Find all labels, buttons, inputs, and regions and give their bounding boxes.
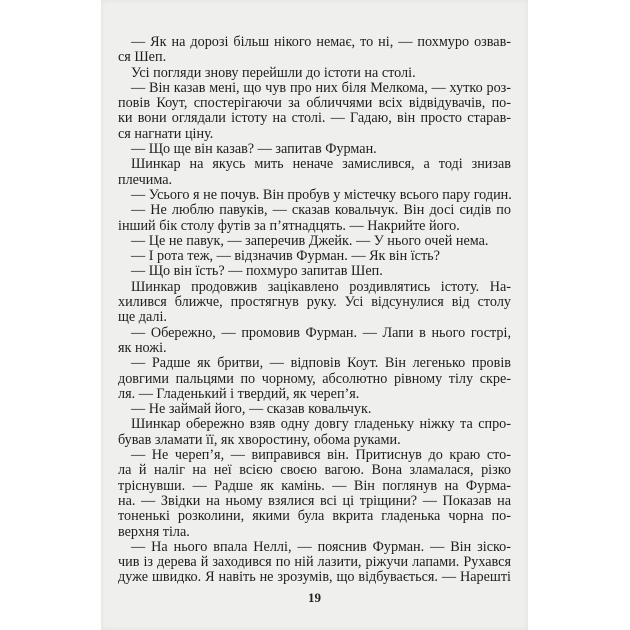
text-line: бував зламати її, як хворостину, обома руками. bbox=[118, 431, 401, 448]
text-line: — Радше як бритви, — відповів Коут. Він легенько провів bbox=[131, 355, 511, 372]
book-page bbox=[101, 0, 528, 630]
text-line: ся Шеп. bbox=[118, 49, 167, 66]
text-line: ки вони оглядали істоту на столі. — Гадаю, він просто старав- bbox=[118, 110, 511, 127]
text-line: Шинкар на якусь мить неначе замислився, а тоді знизав bbox=[131, 156, 511, 173]
text-line: — На нього впала Неллі, — пояснив Фурман. — Він зіско- bbox=[131, 538, 511, 555]
text-line: ся нагнати ціну. bbox=[118, 125, 214, 142]
text-line: хилився ближче, простягнув руку. Усі відсунулися від столу bbox=[118, 294, 511, 311]
text-line: Усі погляди знову перейшли до істоти на столі. bbox=[131, 64, 416, 81]
text-line: — Не займай його, — сказав ковальчук. bbox=[131, 401, 372, 418]
text-line: плечима. bbox=[118, 171, 173, 188]
text-line: — Що він їсть? — похмуро запитав Шеп. bbox=[131, 263, 383, 280]
text-line: — Це не павук, — заперечив Джейк. — У нього очей нема. bbox=[131, 232, 489, 249]
text-line: — Не люблю павуків, — сказав ковальчук. Він досі сидів по bbox=[131, 202, 511, 219]
text-line: верхня тіла. bbox=[118, 523, 190, 540]
text-line: інший бік столу футів за п’ятнадцять. — Накрийте його. bbox=[118, 217, 460, 234]
text-line: — Усього я не почув. Він пробув у містечку всього пару годин. bbox=[131, 186, 512, 203]
text-line: ля. — Гладенький і твердий, як череп’я. bbox=[118, 385, 360, 402]
text-line: — І рота теж, — відзначив Фурман. — Як він їсть? bbox=[131, 248, 440, 265]
text-line: тоненькі розколини, якими була вкрита гладенька чорна по- bbox=[118, 508, 511, 525]
text-line: — Обережно, — промовив Фурман. — Лапи в нього гострі, bbox=[131, 324, 511, 341]
text-line: ла й наліг на неї всією своєю вагою. Вона зламалася, різко bbox=[118, 462, 511, 479]
text-line: — Що ще він казав? — запитав Фурман. bbox=[131, 141, 377, 158]
text-line: — Він казав мені, що чув про них біля Мелкома, — хутко роз- bbox=[131, 79, 511, 96]
text-line: тріснувши. — Радше як камінь. — Він поглянув на Фурма- bbox=[118, 477, 511, 494]
page-body-text bbox=[118, 35, 511, 586]
text-line: чив із дерева й заходився по ній лазити, ріжучи лапами. Рухався bbox=[118, 554, 511, 571]
text-line: повів Коут, спостерігаючи за обличчями всіх відвідувачів, по- bbox=[118, 95, 511, 112]
text-line: Шинкар обережно взяв одну довгу гладеньку ніжку та спро- bbox=[131, 416, 511, 433]
text-line: на. — Звідки на ньому взялися всі ці тріщини? — Показав на bbox=[118, 492, 511, 509]
text-line: довгими пальцями по чорному, абсолютно рівному тілу скре- bbox=[118, 370, 511, 387]
text-line: ще далі. bbox=[118, 309, 167, 326]
text-line: — Не череп’я, — виправився він. Притиснув до краю сто- bbox=[131, 447, 511, 464]
text-line: Шинкар продовжив зацікавлено роздивлятись істоту. На- bbox=[131, 278, 511, 295]
text-line: дуже швидко. Я навіть не зрозумів, що відбувається. — Нарешті bbox=[118, 569, 511, 586]
text-line: — Як на дорозі більш нікого немає, то ні, — похмуро озвав- bbox=[131, 34, 511, 50]
page-number: 19 bbox=[308, 590, 321, 605]
text-line: як ножі. bbox=[118, 339, 167, 356]
